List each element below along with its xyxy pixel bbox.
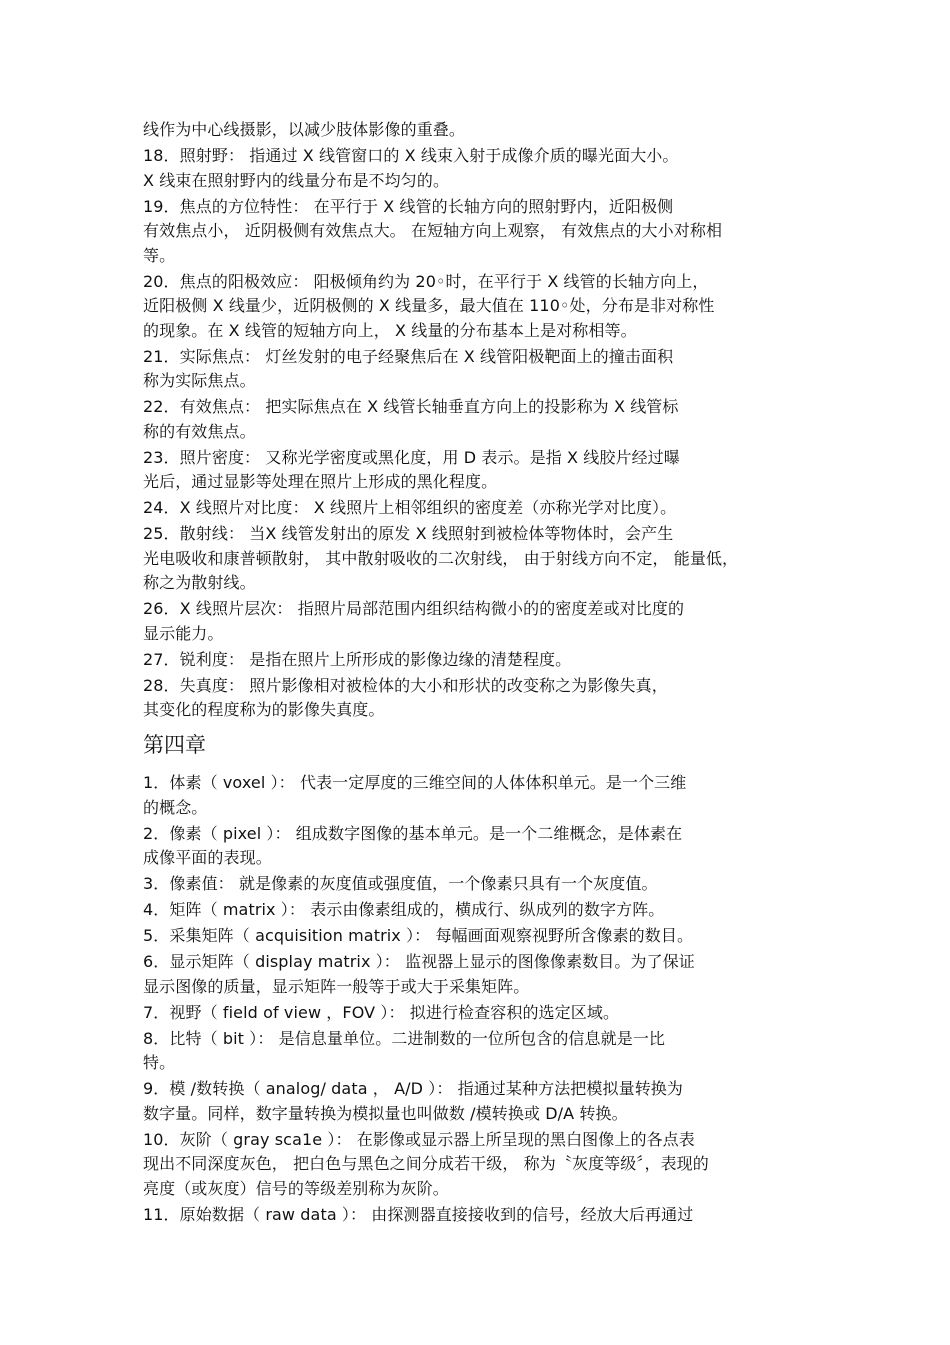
definition-entry (143, 1128, 823, 1202)
text-line: 24．X 线照片对比度： X 线照片上相邻组织的密度差（亦称光学对比度）。 (143, 498, 677, 517)
text-line: 显示图像的质量，显示矩阵一般等于或大于采集矩阵。 (143, 976, 530, 996)
definition-entry (143, 950, 823, 999)
definition-entry (143, 872, 823, 897)
text-line: 称的有效焦点。 (143, 421, 256, 441)
text-line: 18．照射野： 指通过 X 线管窗口的 X 线束入射于成像介质的曝光面大小。 (143, 146, 679, 165)
definition-entry (143, 1001, 823, 1026)
chapter-heading: 第四章 (143, 733, 206, 757)
definition-entry (143, 496, 823, 521)
text-line: 光后，通过显影等处理在照片上形成的黑化程度。 (143, 472, 498, 491)
definition-entry (143, 924, 823, 949)
text-line: 5．采集矩阵（ acquisition matrix ）： 每幅画面观察视野所含像素的数目。 (143, 926, 694, 945)
text-line: 28．失真度： 照片影像相对被检体的大小和形状的改变称之为影像失真， (143, 675, 668, 695)
text-line: 23．照片密度： 又称光学密度或黑化度，用 D 表示。是指 X 线胶片经过曝 (143, 447, 680, 467)
text-line: 近阳极侧 X 线量少，近阴极侧的 X 线量多，最大值在 110◦处，分布是非对称性 (143, 296, 715, 315)
text-line: 22．有效焦点： 把实际焦点在 X 线管长轴垂直方向上的投影称为 X 线管标 (143, 397, 679, 416)
definitions-section-chapter3 (143, 118, 823, 724)
text-line: 11．原始数据（ raw data ）： 由探测器直接接收到的信号，经放大后再通过 (143, 1204, 694, 1224)
text-line: X 线束在照射野内的线量分布是不均匀的。 (143, 170, 450, 190)
text-line: 1．体素（ voxel ）： 代表一定厚度的三维空间的人体体积单元。是一个三维 (143, 773, 687, 792)
text-line: 称为实际焦点。 (143, 371, 256, 390)
definition-entry (143, 1203, 823, 1228)
text-line: 称之为散射线。 (143, 573, 256, 592)
text-line: 8．比特（ bit ）： 是信息量单位。二进制数的一位所包含的信息就是一比 (143, 1028, 666, 1048)
text-line: 数字量。同样，数字量转换为模拟量也叫做数 /模转换或 D/A 转换。 (143, 1103, 628, 1123)
text-line: 9．模 /数转换（ analog/ data ， A/D ）： 指通过某种方法把模拟量转换为 (143, 1079, 683, 1098)
definition-entry (143, 1077, 823, 1126)
text-line: 成像平面的表现。 (143, 848, 272, 867)
text-line: 20．焦点的阳极效应： 阳极倾角约为 20◦时，在平行于 X 线管的长轴方向上， (143, 271, 709, 291)
definition-entry (143, 522, 823, 596)
text-line: 19．焦点的方位特性： 在平行于 X 线管的长轴方向的照射野内，近阳极侧 (143, 196, 674, 216)
definitions-section-chapter4 (143, 771, 823, 1229)
text-line: 的现象。在 X 线管的短轴方向上， X 线量的分布基本上是对称相等。 (143, 320, 637, 340)
text-line: 27．锐利度： 是指在照片上所形成的影像边缘的清楚程度。 (143, 649, 572, 669)
definition-entry (143, 771, 823, 820)
text-line: 特。 (143, 1053, 176, 1072)
document-page (143, 118, 823, 1229)
text-line: 10．灰阶（ gray sca1e ）： 在影像或显示器上所呈现的黑白图像上的各点表 (143, 1129, 695, 1149)
text-line: 现出不同深度灰色， 把白色与黑色之间分成若干级， 称为〝灰度等级〞，表现的 (143, 1154, 709, 1173)
definition-entry (143, 822, 823, 871)
definition-entry (143, 1027, 823, 1076)
definition-entry (143, 345, 823, 394)
definition-entry (143, 118, 823, 143)
definition-entry (143, 395, 823, 444)
text-line: 2．像素（ pixel ）： 组成数字图像的基本单元。是一个二维概念，是体素在 (143, 823, 683, 843)
text-line: 25．散射线： 当X 线管发射出的原发 X 线照射到被检体等物体时，会产生 (143, 524, 674, 543)
definition-entry (143, 195, 823, 269)
text-line: 的概念。 (143, 797, 208, 817)
text-line: 亮度（或灰度）信号的等级差别称为灰阶。 (143, 1178, 449, 1198)
text-line: 4．矩阵（ matrix ）： 表示由像素组成的，横成行、纵成列的数字方阵。 (143, 900, 665, 919)
text-line: 21．实际焦点： 灯丝发射的电子经聚焦后在 X 线管阳极靶面上的撞击面积 (143, 346, 674, 366)
text-line: 显示能力。 (143, 623, 224, 643)
text-line: 3．像素值： 就是像素的灰度值或强度值，一个像素只具有一个灰度值。 (143, 874, 658, 893)
definition-entry (143, 446, 823, 495)
definition-entry (143, 648, 823, 673)
text-line: 等。 (143, 245, 176, 265)
definition-entry (143, 674, 823, 723)
text-line: 光电吸收和康普顿散射， 其中散射吸收的二次射线， 由于射线方向不定， 能量低， (143, 548, 739, 568)
definition-entry (143, 144, 823, 193)
definition-entry (143, 270, 823, 344)
text-line: 26．X 线照片层次： 指照片局部范围内组织结构微小的的密度差或对比度的 (143, 599, 685, 618)
text-line: 6．显示矩阵（ display matrix ）： 监视器上显示的图像像素数目。为了保证 (143, 952, 695, 971)
text-line: 7．视野（ field of view ，FOV ）： 拟进行检查容积的选定区域。 (143, 1002, 620, 1022)
text-line: 线作为中心线摄影，以减少肢体影像的重叠。 (143, 120, 466, 139)
text-line: 其变化的程度称为的影像失真度。 (143, 700, 385, 719)
definition-entry (143, 597, 823, 646)
definition-entry (143, 898, 823, 923)
text-line: 有效焦点小， 近阴极侧有效焦点大。 在短轴方向上观察， 有效焦点的大小对称相 (143, 221, 723, 240)
